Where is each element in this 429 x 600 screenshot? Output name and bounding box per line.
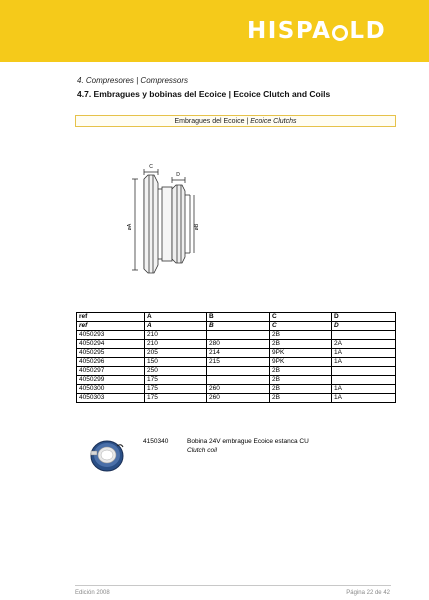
table-cell: 4050297 <box>77 367 145 376</box>
table-cell <box>332 367 396 376</box>
table-header-cell: ref <box>77 313 145 322</box>
table-cell: 210 <box>145 331 207 340</box>
table-row <box>77 376 396 385</box>
coil-ref: 4150340 <box>143 438 169 445</box>
table-cell: 1A <box>332 385 396 394</box>
table-cell <box>332 376 396 385</box>
table-cell: 215 <box>207 358 270 367</box>
logo-text-post: LD <box>349 18 387 44</box>
table-header-cell: C <box>270 313 332 322</box>
coil-description: Bobina 24V embrague Ecoice estanca CU <box>187 438 309 445</box>
table-cell <box>207 367 270 376</box>
table-header-cell: D <box>332 322 396 331</box>
table-cell <box>207 331 270 340</box>
table-cell: 4050299 <box>77 376 145 385</box>
table-cell: 2B <box>270 331 332 340</box>
table-row <box>77 394 396 403</box>
table-cell: 4050296 <box>77 358 145 367</box>
table-header-row-italic <box>77 322 396 331</box>
table-cell: 175 <box>145 394 207 403</box>
section-heading: 4.7. Embragues y bobinas del Ecoice | Ecoice Clutch and Coils <box>77 89 331 99</box>
hispacold-logo <box>247 18 386 44</box>
table-cell: 260 <box>207 385 270 394</box>
section-subtitle: 4. Compresores | Compressors <box>77 76 188 85</box>
table-row <box>77 367 396 376</box>
table-cell: 210 <box>145 340 207 349</box>
table-header-row <box>77 313 396 322</box>
clutch-diagram <box>118 155 213 280</box>
footer-divider <box>75 585 391 586</box>
table-cell: 2A <box>332 340 396 349</box>
table-header-cell: A <box>145 322 207 331</box>
logo-text-pre: HISPA <box>247 18 332 44</box>
table-cell: 2B <box>270 340 332 349</box>
table-cell: 2B <box>270 385 332 394</box>
table-cell <box>207 376 270 385</box>
table-cell: 4050303 <box>77 394 145 403</box>
table-row <box>77 349 396 358</box>
table-header-cell: A <box>145 313 207 322</box>
table-row <box>77 385 396 394</box>
clutch-table <box>76 312 396 403</box>
table-row <box>77 358 396 367</box>
table-cell: 1A <box>332 394 396 403</box>
table-cell: 214 <box>207 349 270 358</box>
table-cell: 175 <box>145 385 207 394</box>
box-label-en: Ecoice Clutchs <box>250 118 297 125</box>
table-cell: 2B <box>270 367 332 376</box>
clutch-section-box <box>75 115 396 127</box>
table-cell: 175 <box>145 376 207 385</box>
dim-c-label: C <box>149 164 153 170</box>
box-label-es: Embragues del Ecoice | <box>174 118 251 125</box>
table-header-cell: B <box>207 322 270 331</box>
coil-description-en: Clutch coil <box>187 447 217 454</box>
table-cell: 2B <box>270 376 332 385</box>
dim-a-label: øA <box>127 223 133 231</box>
table-row <box>77 340 396 349</box>
table-row <box>77 331 396 340</box>
table-cell: 4050295 <box>77 349 145 358</box>
header-band <box>0 0 429 62</box>
clutch-coil-image <box>88 437 126 473</box>
table-cell <box>332 331 396 340</box>
dim-d-label: D <box>176 172 180 178</box>
table-cell: 1A <box>332 349 396 358</box>
table-cell: 4050294 <box>77 340 145 349</box>
logo-ring-icon <box>332 25 348 41</box>
table-cell: 260 <box>207 394 270 403</box>
table-cell: 280 <box>207 340 270 349</box>
table-cell: 9PK <box>270 358 332 367</box>
table-cell: 9PK <box>270 349 332 358</box>
footer-page-number: Página 22 de 42 <box>346 590 390 596</box>
table-cell: 150 <box>145 358 207 367</box>
dim-b-label: øB <box>194 223 200 231</box>
table-header-cell: B <box>207 313 270 322</box>
table-cell: 205 <box>145 349 207 358</box>
table-cell: 4050300 <box>77 385 145 394</box>
table-header-cell: ref <box>77 322 145 331</box>
table-cell: 1A <box>332 358 396 367</box>
table-cell: 4050293 <box>77 331 145 340</box>
table-header-cell: D <box>332 313 396 322</box>
table-header-cell: C <box>270 322 332 331</box>
footer-edition: Edición 2008 <box>75 590 110 596</box>
table-cell: 2B <box>270 394 332 403</box>
table-cell: 250 <box>145 367 207 376</box>
